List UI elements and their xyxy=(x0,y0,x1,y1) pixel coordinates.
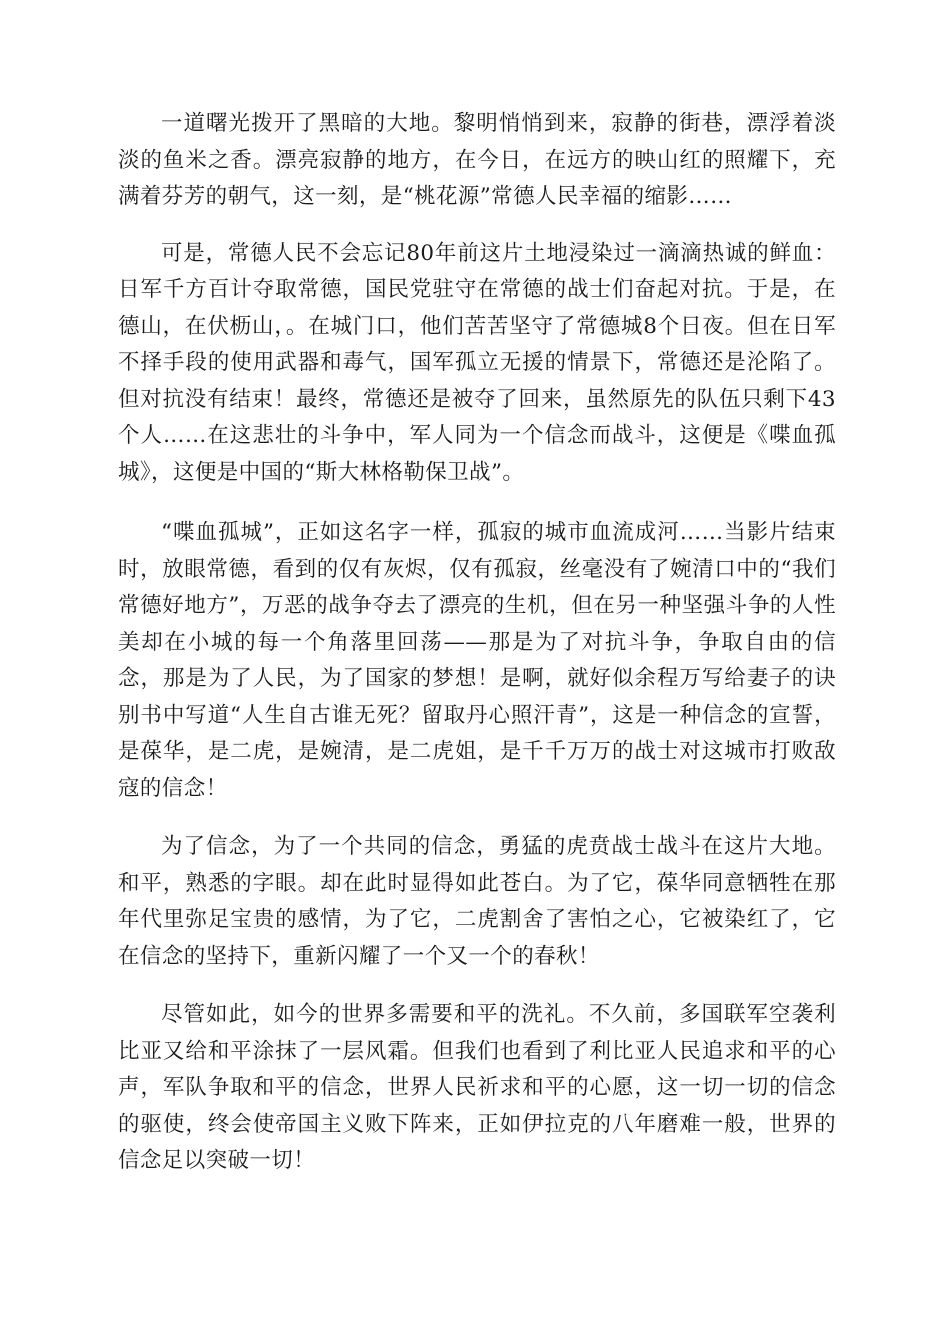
paragraph-dawn-changde: 一道曙光拨开了黑暗的大地。黎明悄悄到来，寂静的街巷，漂浮着淡淡的鱼米之香。漂亮寂静的地方，在今日，在远方的映山红的照耀下，充满着芬芳的朝气，这一刻，是“桃花源”常德人民幸福的缩影…… xyxy=(118,111,836,209)
paragraph-world-peace: 尽管如此，如今的世界多需要和平的洗礼。不久前，多国联军空袭利比亚又给和平涂抹了一层风霜。但我们也看到了利比亚人民追求和平的心声，军队争取和平的信念，世界人民祈求和平的心愿，这一切一切的信念的驱使，终会使帝国主义败下阵来，正如伊拉克的八年磨难一般，世界的信念足以突破一切！ xyxy=(118,1002,836,1173)
paragraph-for-belief: 为了信念，为了一个共同的信念，勇猛的虎贲战士战斗在这片大地。和平，熟悉的字眼。却在此时显得如此苍白。为了它，葆华同意牺牲在那年代里弥足宝贵的感情，为了它，二虎割舍了害怕之心，它被染红了，它在信念的坚持下，重新闪耀了一个又一个的春秋！ xyxy=(118,834,836,969)
paragraph-bloody-lone-city: “喋血孤城”，正如这名字一样，孤寂的城市血流成河……当影片结束时，放眼常德，看到的仅有灰烬，仅有孤寂，丝毫没有了婉清口中的“我们常德好地方”，万恶的战争夺去了漂亮的生机，但在另一种坚强斗争的人性美却在小城的每一个角落里回荡——那是为了对抗斗争，争取自由的信念，那是为了人民，为了国家的梦想！是啊，就好似余程万写给妻子的诀别书中写道“人生自古谁无死？留取丹心照汗青”，这是一种信念的宣誓，是葆华，是二虎，是婉清，是二虎姐，是千千万万的战士对这城市打败敌寇的信念！ xyxy=(118,520,836,801)
paragraph-battle-history: 可是，常德人民不会忘记80年前这片土地浸染过一滴滴热诚的鲜血：日军千方百计夺取常德，国民党驻守在常德的战士们奋起对抗。于是，在德山，在伏枥山，。在城门口，他们苦苦坚守了常德城8个日夜。但在日军不择手段的使用武器和毒气，国军孤立无援的情景下，常德还是沦陷了。但对抗没有结束！最终，常德还是被夺了回来，虽然原先的队伍只剩下43个人……在这悲壮的斗争中，军人同为一个信念而战斗，这便是《喋血孤城》，这便是中国的“斯大林格勒保卫战”。 xyxy=(118,240,836,485)
document-page xyxy=(118,106,836,1200)
